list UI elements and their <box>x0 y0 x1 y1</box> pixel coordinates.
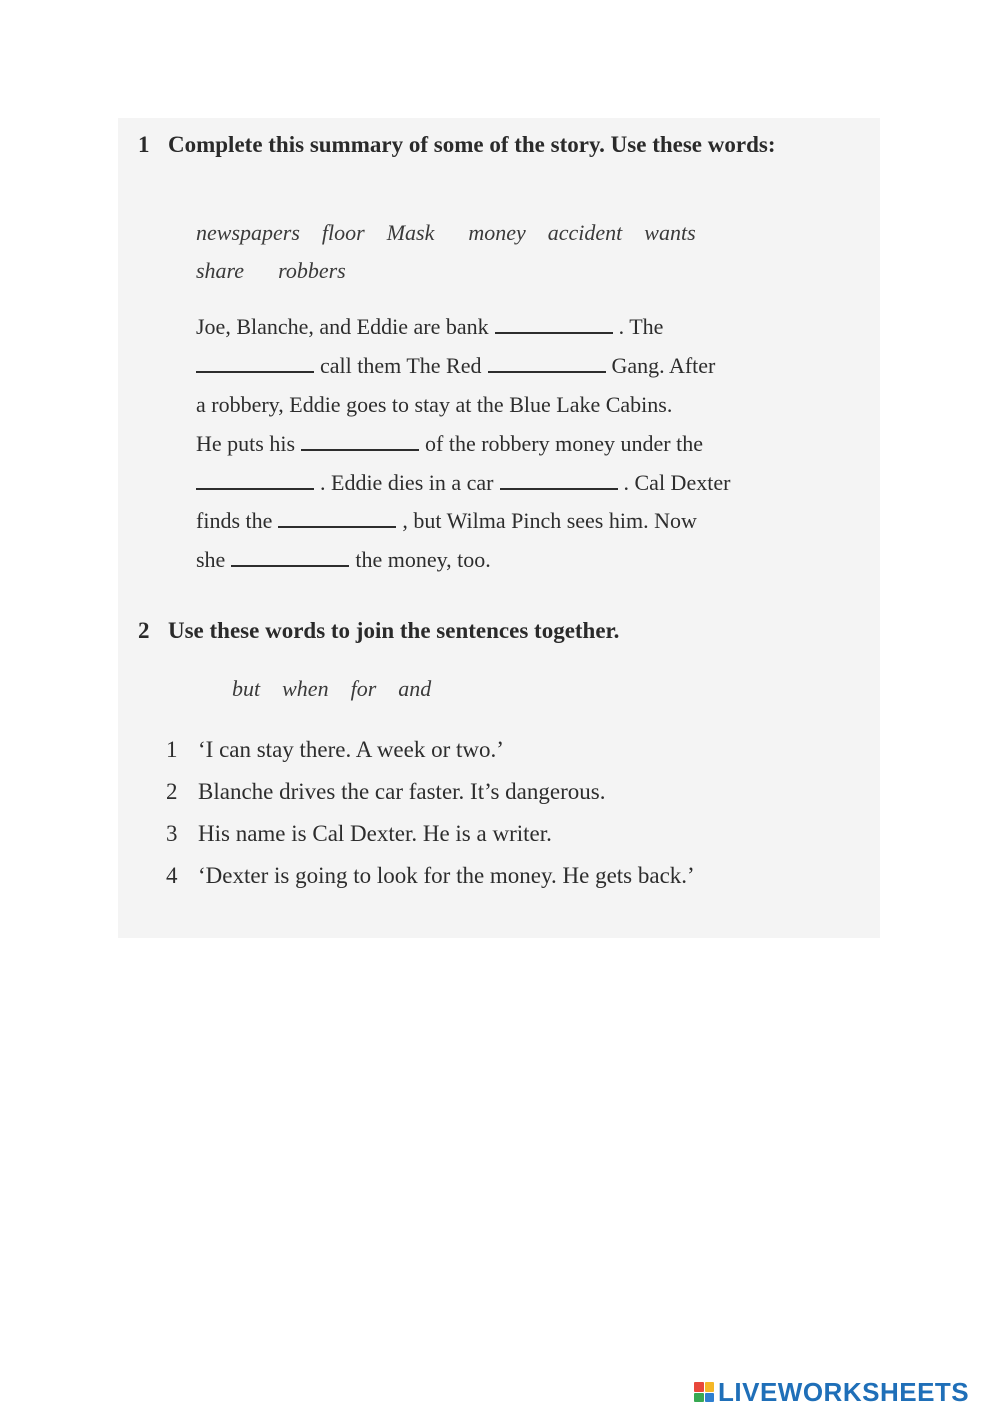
item-number: 1 <box>166 737 178 762</box>
sentence-item <box>166 735 504 765</box>
answer-blank[interactable] <box>488 371 606 373</box>
summary-line <box>196 312 663 342</box>
sentence-item <box>166 819 552 849</box>
word-bank-word: money <box>468 220 526 245</box>
word-bank-word: newspapers <box>196 220 300 245</box>
word-bank-word: but <box>232 676 261 701</box>
summary-line <box>196 351 715 381</box>
word-bank-word: robbers <box>278 258 346 283</box>
summary-line <box>196 545 491 575</box>
summary-text: Gang. After <box>611 353 716 378</box>
exercise-1-instruction: Complete this summary of some of the story. Use these words: <box>168 132 776 157</box>
summary-text: , but Wilma Pinch sees him. Now <box>402 508 697 533</box>
item-text: ‘I can stay there. A week or two.’ <box>198 737 504 762</box>
liveworksheets-logo-icon <box>694 1382 714 1402</box>
summary-text: . Cal Dexter <box>623 470 731 495</box>
word-bank-word: accident <box>547 220 623 245</box>
word-bank-word: Mask <box>386 220 435 245</box>
summary-text: . The <box>618 314 664 339</box>
exercise-2-instruction: Use these words to join the sentences together. <box>168 618 620 643</box>
answer-blank[interactable] <box>495 332 613 334</box>
item-number: 4 <box>166 863 178 888</box>
summary-line <box>196 429 703 459</box>
word-bank-word: floor <box>321 220 365 245</box>
brand-name: LIVEWORKSHEETS <box>718 1376 970 1407</box>
item-number: 3 <box>166 821 178 846</box>
item-text: Blanche drives the car faster. It’s dangerous. <box>198 779 606 804</box>
summary-text: a robbery, Eddie goes to stay at the Blue Lake Cabins. <box>196 392 673 417</box>
summary-text: of the robbery money under the <box>425 431 703 456</box>
summary-text: Joe, Blanche, and Eddie are bank <box>196 314 489 339</box>
word-bank-word: and <box>398 676 432 701</box>
sentence-item <box>166 777 605 807</box>
answer-blank[interactable] <box>278 526 396 528</box>
item-number: 2 <box>166 779 178 804</box>
summary-line <box>196 390 672 420</box>
summary-text: finds the <box>196 508 273 533</box>
exercise-1-number: 1 <box>138 132 150 157</box>
item-text: His name is Cal Dexter. He is a writer. <box>198 821 552 846</box>
exercise-2-heading <box>138 614 858 650</box>
exercise-2-number: 2 <box>138 618 150 643</box>
answer-blank[interactable] <box>301 449 419 451</box>
exercise-1-heading <box>138 128 858 198</box>
summary-line <box>196 506 697 536</box>
item-text: ‘Dexter is going to look for the money. He gets back.’ <box>198 863 695 888</box>
word-bank-1 <box>196 214 816 290</box>
summary-text: call them The Red <box>320 353 482 378</box>
word-bank-word: when <box>282 676 329 701</box>
sentence-item <box>166 861 695 891</box>
summary-text: . Eddie dies in a car <box>320 470 494 495</box>
word-bank-word: for <box>350 676 377 701</box>
summary-text: He puts his <box>196 431 295 456</box>
liveworksheets-logo <box>694 1378 969 1406</box>
summary-line <box>196 468 730 498</box>
summary-text: she <box>196 547 226 572</box>
answer-blank[interactable] <box>196 488 314 490</box>
answer-blank[interactable] <box>500 488 618 490</box>
word-bank-word: share <box>196 258 245 283</box>
summary-text: the money, too. <box>355 547 491 572</box>
word-bank-2 <box>232 670 632 708</box>
answer-blank[interactable] <box>196 371 314 373</box>
word-bank-word: wants <box>644 220 696 245</box>
answer-blank[interactable] <box>231 565 349 567</box>
